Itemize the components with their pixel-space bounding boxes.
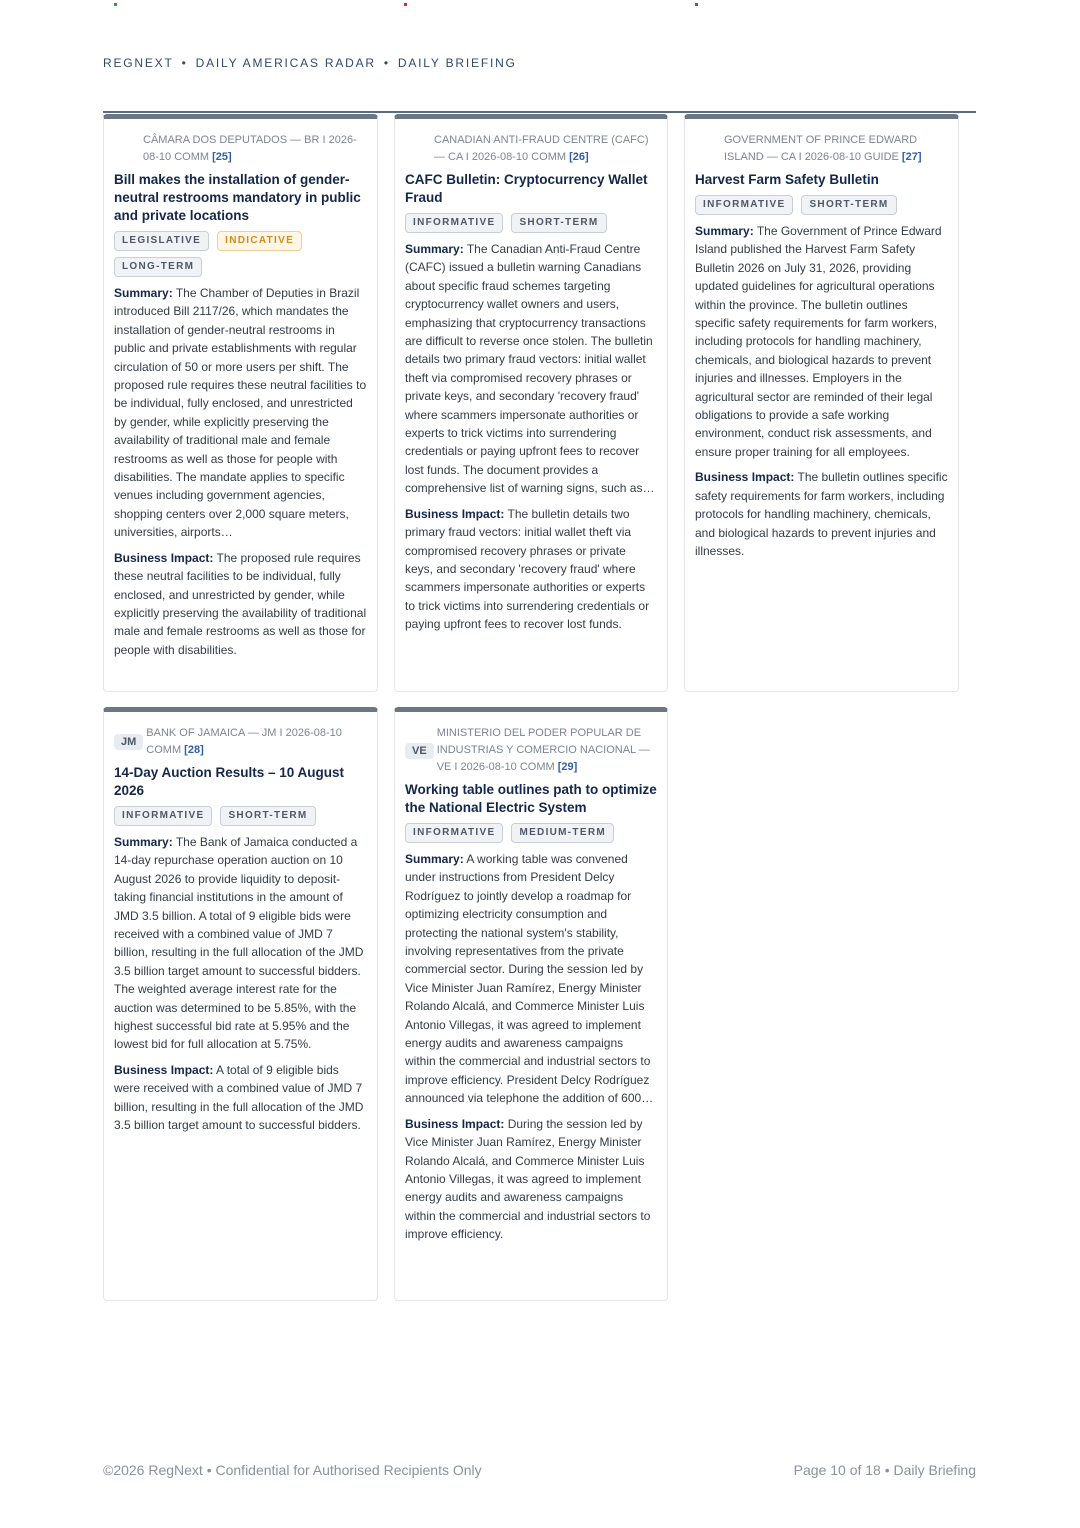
card-meta <box>434 725 657 776</box>
card-source: BANK OF JAMAICA — JM I 2026-08-10 COMM <box>146 727 342 756</box>
tag-badge: LONG-TERM <box>114 257 202 277</box>
card-tags <box>695 195 948 215</box>
card-source: CÂMARA DOS DEPUTADOS — BR I 2026-08-10 COMM <box>143 134 357 163</box>
header-type: DAILY BRIEFING <box>397 56 517 70</box>
tag-badge: SHORT-TERM <box>801 195 896 215</box>
tag-badge: SHORT-TERM <box>220 806 315 826</box>
card-source: GOVERNMENT OF PRINCE EDWARD ISLAND — CA I 2026-08-10 GUIDE <box>724 134 918 163</box>
header-brand: REGNEXT <box>103 56 174 70</box>
card-impact <box>114 549 367 659</box>
page-header <box>103 56 517 70</box>
header-separator: • <box>181 56 188 70</box>
card-meta <box>143 725 367 759</box>
registration-mark <box>114 3 117 6</box>
tag-badge: INFORMATIVE <box>405 823 503 843</box>
card-title: 14-Day Auction Results – 10 August 2026 <box>114 765 345 798</box>
card-ref-link[interactable]: [29] <box>557 761 578 773</box>
card-meta <box>405 132 657 166</box>
impact-label: Business Impact: <box>114 1062 214 1077</box>
tag-badge: INFORMATIVE <box>114 806 212 826</box>
card-summary <box>114 833 367 1054</box>
card-summary <box>695 222 948 461</box>
tag-badge: INFORMATIVE <box>405 213 503 233</box>
card-title: Bill makes the installation of gender-neutral restrooms mandatory in public and private locations <box>114 172 361 223</box>
card-tags <box>114 231 367 277</box>
footer-copyright: ©2026 RegNext • Confidential for Authorised Recipients Only <box>103 1462 482 1478</box>
impact-label: Business Impact: <box>114 550 214 565</box>
briefing-card <box>103 114 378 692</box>
card-ref-link[interactable]: [26] <box>569 151 589 163</box>
impact-label: Business Impact: <box>695 470 795 485</box>
card-meta-row <box>405 132 657 166</box>
summary-label: Summary: <box>114 286 173 300</box>
country-badge: VE <box>405 743 434 759</box>
card-tags <box>405 213 657 233</box>
summary-text: A working table was convened under instructions from President Delcy Rodríguez to jointly develop a roadmap for optimizing electricity consumption and protecting the national system's stability, involving representatives from the private commercial sector. During the session led by Vice Minister Juan Ramírez, Energy Minister Rolando Alcalá, and Commerce Minister Luis Antonio Villegas, it was agreed to implement energy audits and awareness campaigns within the commercial and industrial sectors to improve efficiency. President Delcy Rodríguez announced via telephone the addition of 600… <box>405 852 654 1106</box>
registration-mark <box>404 3 407 6</box>
footer-page-number: Page 10 of 18 • Daily Briefing <box>793 1462 976 1478</box>
card-impact <box>405 505 657 634</box>
card-title: Working table outlines path to optimize the National Electric System <box>405 782 657 815</box>
card-tags <box>405 823 657 843</box>
impact-label: Business Impact: <box>405 506 505 521</box>
tag-badge: LEGISLATIVE <box>114 231 209 251</box>
card-meta-row <box>405 725 657 776</box>
tag-badge: MEDIUM-TERM <box>511 823 614 843</box>
card-summary <box>114 284 367 542</box>
card-meta-row <box>695 132 948 166</box>
summary-label: Summary: <box>405 852 464 866</box>
card-impact <box>114 1061 367 1135</box>
briefing-card <box>103 707 378 1301</box>
header-report: DAILY AMERICAS RADAR <box>195 56 376 70</box>
summary-text: The Bank of Jamaica conducted a 14-day repurchase operation auction on 10 August 2026 to provide liquidity to deposit-taking financial institutions in the amount of JMD 3.5 billion. A total of 9 eligible bids were received with a combined value of JMD 7 billion, resulting in the full allocation of the JMD 3.5 billion target amount to successful bidders. The weighted average interest rate for the auction was determined to be 5.85%, with the highest successful bid rate at 5.95% and the lowest bid for full allocation at 5.75%. <box>114 835 364 1052</box>
card-source: MINISTERIO DEL PODER POPULAR DE INDUSTRIAS Y COMERCIO NACIONAL — VE I 2026-08-10 COMM <box>436 727 650 773</box>
card-impact <box>405 1115 657 1244</box>
card-meta <box>114 132 367 166</box>
card-ref-link[interactable]: [28] <box>184 744 204 756</box>
tag-badge: INFORMATIVE <box>695 195 793 215</box>
summary-text: The Chamber of Deputies in Brazil introduced Bill 2117/26, which mandates the installation of gender-neutral restrooms in public and private establishments with regular circulation of 50 or more users per shift. The proposed rule requires these neutral facilities to be individual, fully enclosed, and unrestricted by gender, while explicitly preserving the availability of traditional male and female restrooms as well as those for people with disabilities. The mandate applies to specific venues including government agencies, shopping centers over 2,000 square meters, universities, airports… <box>114 286 367 540</box>
impact-text: The proposed rule requires these neutral facilities to be individual, fully enclosed, and unrestricted by gender, while explicitly preserving the availability of traditional male and female restrooms as well as those for people with disabilities. <box>114 550 367 657</box>
impact-text: During the session led by Vice Minister Juan Ramírez, Energy Minister Rolando Alcalá, and Commerce Minister Luis Antonio Villegas, it was agreed to implement energy audits and awareness campaigns within the commercial and industrial sectors to improve efficiency. <box>405 1116 651 1242</box>
tag-badge: INDICATIVE <box>217 231 302 251</box>
card-source: CANADIAN ANTI-FRAUD CENTRE (CAFC) — CA I 2026-08-10 COMM <box>434 134 649 163</box>
card-ref-link[interactable]: [27] <box>901 151 922 163</box>
card-meta <box>695 132 948 166</box>
card-summary <box>405 240 657 498</box>
country-badge: JM <box>114 734 143 750</box>
summary-text: The Government of Prince Edward Island published the Harvest Farm Safety Bulletin 2026 on July 31, 2026, providing updated guidelines for agricultural operations within the province. The bulletin outlines specific safety requirements for farm workers, including protocols for handling machinery, chemicals, and biological hazards to prevent injuries and illnesses. Employers in the agricultural sector are reminded of their legal obligations to provide a safe working environment, conduct risk assessments, and ensure proper training for all employees. <box>695 224 942 459</box>
summary-label: Summary: <box>695 224 754 238</box>
summary-text: The Canadian Anti-Fraud Centre (CAFC) issued a bulletin warning Canadians about specific fraud schemes targeting cryptocurrency wallet owners and users, emphasizing that cryptocurrency transactions are difficult to reverse once stolen. The bulletin details two primary fraud vectors: initial wallet theft via compromised recovery phrases or private keys, and secondary 'recovery fraud' where scammers impersonate authorities or experts to trick victims into surrendering credentials or paying upfront fees to recover lost funds. The document provides a comprehensive list of warning signs, such as… <box>405 242 655 496</box>
card-title: Harvest Farm Safety Bulletin <box>695 172 879 187</box>
briefing-card <box>394 707 668 1301</box>
registration-mark <box>695 3 698 6</box>
summary-label: Summary: <box>405 242 464 256</box>
header-separator: • <box>383 56 390 70</box>
card-tags <box>114 806 367 826</box>
tag-badge: SHORT-TERM <box>511 213 606 233</box>
briefing-card <box>394 114 668 692</box>
card-ref-link[interactable]: [25] <box>212 151 232 163</box>
card-summary <box>405 850 657 1108</box>
summary-label: Summary: <box>114 835 173 849</box>
briefing-card <box>684 114 959 692</box>
top-registration-marks <box>0 3 1080 9</box>
impact-label: Business Impact: <box>405 1116 505 1131</box>
impact-text: A total of 9 eligible bids were received with a combined value of JMD 7 billion, resulting in the full allocation of the JMD 3.5 billion target amount to successful bidders. <box>114 1062 364 1133</box>
card-meta-row <box>114 725 367 759</box>
header-rule <box>103 111 976 113</box>
impact-text: The bulletin outlines specific safety requirements for farm workers, including protocols for handling machinery, chemicals, and biological hazards to prevent injuries and illnesses. <box>695 470 948 558</box>
card-meta-row <box>114 132 367 166</box>
card-impact <box>695 468 948 560</box>
impact-text: The bulletin details two primary fraud vectors: initial wallet theft via compromised recovery phrases or private keys, and secondary 'recovery fraud' where scammers impersonate authorities or experts to trick victims into surrendering credentials or paying upfront fees to recover lost funds. <box>405 506 650 632</box>
card-title: CAFC Bulletin: Cryptocurrency Wallet Fraud <box>405 172 648 205</box>
